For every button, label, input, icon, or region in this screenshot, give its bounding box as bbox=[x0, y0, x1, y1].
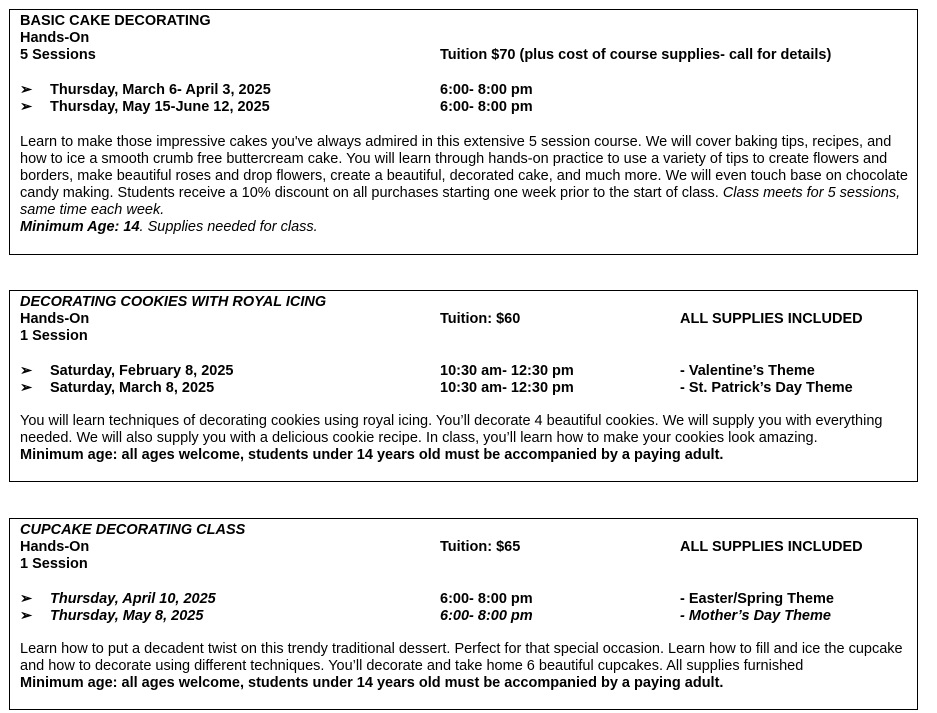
course-description: Learn how to put a decadent twist on this trendy traditional dessert. Perfect for that special occasion. Learn how to fill and ice the cupcake and how to decorate using different techniques. You’ll decorate and take home 6 beautiful cupcakes. All supplies furnished bbox=[20, 641, 903, 674]
date-text: Saturday, February 8, 2025 bbox=[50, 363, 234, 379]
course-decorating-cookies bbox=[9, 290, 918, 482]
arrowhead-bullet-icon: ➢ bbox=[20, 82, 33, 98]
min-age: Minimum age: all ages welcome, students under 14 years old must be accompanied by a paying adult. bbox=[20, 675, 724, 691]
time-text: 6:00- 8:00 pm bbox=[440, 591, 533, 607]
date-row bbox=[20, 608, 917, 625]
course-description: Learn to make those impressive cakes you've always admired in this extensive 5 session course. We will cover baking tips, recipes, and how to ice a smooth crumb free buttercream cake. You will learn through hands-on practice to use a variety of tips to create flowers and borders, make beautiful roses and drop flowers, create a beautiful, decorated cake, and much more. We will even touch base on chocolate candy making. Students receive a 10% discount on all purchases starting one week prior to the start of class. bbox=[20, 134, 908, 201]
course-description: You will learn techniques of decorating cookies using royal icing. You’ll decorate 4 beautiful cookies. We will supply you with everything needed. We will also supply you with a delicious cookie recipe. In class, you’ll learn how to make your cookies look amazing. bbox=[20, 413, 883, 446]
theme-text: - Easter/Spring Theme bbox=[680, 591, 834, 607]
date-row bbox=[20, 591, 917, 608]
course-note: Class meets for 5 sessions, same time each week. bbox=[20, 185, 901, 218]
course-tuition: Tuition $70 (plus cost of course supplies- call for details) bbox=[440, 47, 832, 63]
course-type-row bbox=[20, 311, 917, 328]
date-row bbox=[20, 380, 917, 397]
course-type-row bbox=[20, 539, 917, 556]
theme-text: - St. Patrick’s Day Theme bbox=[680, 380, 853, 396]
min-age: Minimum Age: 14 bbox=[20, 219, 140, 235]
course-sessions: 1 Session bbox=[20, 556, 88, 572]
date-row bbox=[20, 99, 917, 116]
time-text: 6:00- 8:00 pm bbox=[440, 82, 533, 98]
date-row bbox=[20, 82, 917, 99]
date-text: Thursday, May 15-June 12, 2025 bbox=[50, 99, 270, 115]
arrowhead-bullet-icon: ➢ bbox=[20, 363, 33, 379]
time-text: 10:30 am- 12:30 pm bbox=[440, 380, 574, 396]
date-text: Thursday, May 8, 2025 bbox=[50, 608, 204, 624]
theme-text: - Mother’s Day Theme bbox=[680, 608, 831, 624]
course-title: BASIC CAKE DECORATING bbox=[20, 13, 211, 29]
course-basic-cake-decorating bbox=[9, 9, 918, 255]
course-supplies: ALL SUPPLIES INCLUDED bbox=[680, 311, 863, 327]
course-supplies: ALL SUPPLIES INCLUDED bbox=[680, 539, 863, 555]
time-text: 10:30 am- 12:30 pm bbox=[440, 363, 574, 379]
course-type: Hands-On bbox=[20, 539, 90, 555]
time-text: 6:00- 8:00 pm bbox=[440, 99, 533, 115]
arrowhead-bullet-icon: ➢ bbox=[20, 591, 33, 607]
course-title: CUPCAKE DECORATING CLASS bbox=[20, 522, 246, 538]
arrowhead-bullet-icon: ➢ bbox=[20, 608, 33, 624]
arrowhead-bullet-icon: ➢ bbox=[20, 380, 33, 396]
course-tuition: Tuition: $65 bbox=[440, 539, 521, 555]
min-age-note: Supplies needed for class. bbox=[147, 219, 318, 235]
course-cupcake-decorating bbox=[9, 518, 918, 710]
arrowhead-bullet-icon: ➢ bbox=[20, 99, 33, 115]
theme-text: - Valentine’s Theme bbox=[680, 363, 815, 379]
date-text: Thursday, March 6- April 3, 2025 bbox=[50, 82, 271, 98]
course-type: Hands-On bbox=[20, 30, 90, 46]
time-text: 6:00- 8:00 pm bbox=[440, 608, 533, 624]
course-sessions-row bbox=[20, 47, 917, 64]
course-type: Hands-On bbox=[20, 311, 90, 327]
date-text: Saturday, March 8, 2025 bbox=[50, 380, 215, 396]
min-age-row: Minimum Age: 14. Supplies needed for class. bbox=[20, 219, 318, 235]
min-age: Minimum age: all ages welcome, students under 14 years old must be accompanied by a paying adult. bbox=[20, 447, 724, 463]
course-tuition: Tuition: $60 bbox=[440, 311, 521, 327]
course-sessions: 1 Session bbox=[20, 328, 88, 344]
course-sessions: 5 Sessions bbox=[20, 47, 96, 63]
course-title: DECORATING COOKIES WITH ROYAL ICING bbox=[20, 294, 327, 310]
date-text: Thursday, April 10, 2025 bbox=[50, 591, 216, 607]
date-row bbox=[20, 363, 917, 380]
course-description-block bbox=[20, 134, 917, 219]
